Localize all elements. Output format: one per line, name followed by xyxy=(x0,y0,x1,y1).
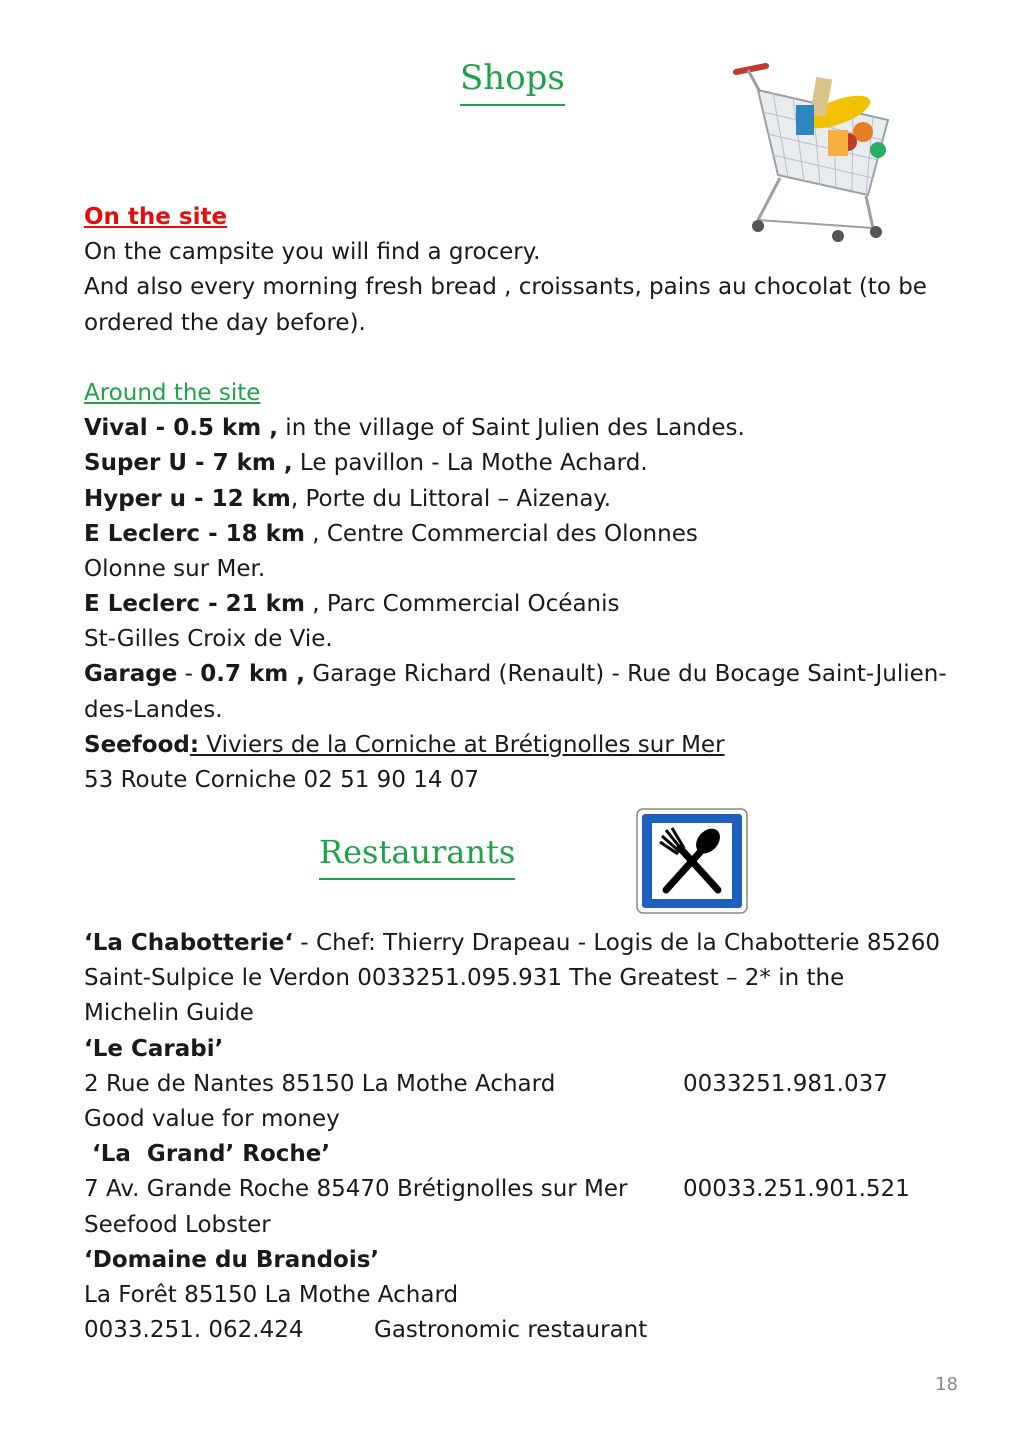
garage-entry: Garage - 0.7 km , Garage Richard (Renault) - Rue du Bocage Saint-Julien- xyxy=(84,661,947,688)
shop-entry: Olonne sur Mer. xyxy=(84,555,266,582)
restaurant-entry: ‘La Chabotterie‘ - Chef: Thierry Drapeau - Logis de la Chabotterie 85260 xyxy=(84,930,941,956)
shop-entry: E Leclerc - 21 km , Parc Commercial Océanis xyxy=(84,591,620,618)
seafood-entry: Seefood: Viviers de la Corniche at Brétignolles sur Mer xyxy=(84,731,725,758)
shop-entry: Hyper u - 12 km, Porte du Littoral – Aizenay. xyxy=(84,485,612,512)
shop-entry: E Leclerc - 18 km , Centre Commercial des Olonnes xyxy=(84,520,698,547)
restaurant-address-line: 7 Av. Grande Roche 85470 Brétignolles sur Mer 00033.251.901.521 xyxy=(84,1176,910,1203)
restaurant-address-line: La Forêt 85150 La Mothe Achard xyxy=(84,1281,459,1308)
restaurants-title: Restaurants xyxy=(319,830,515,880)
shop-entry: Vival - 0.5 km , in the village of Saint Julien des Landes. xyxy=(84,415,745,442)
seafood-entry-line-2: 53 Route Corniche 02 51 90 14 07 xyxy=(84,767,480,793)
restaurants-section xyxy=(84,926,964,1348)
restaurant-name: ‘Le Carabi’ xyxy=(84,1035,224,1062)
on-site-line-1: On the campsite you will find a grocery. xyxy=(84,239,541,266)
page-number: 18 xyxy=(935,1374,958,1395)
restaurant-sign-icon xyxy=(636,808,748,914)
shop-entry: St-Gilles Croix de Vie. xyxy=(84,626,333,653)
restaurant-name: ‘La Grand’ Roche’ xyxy=(84,1141,331,1168)
restaurant-name: ‘Domaine du Brandois’ xyxy=(84,1246,380,1273)
shop-entry: Super U - 7 km , Le pavillon - La Mothe Achard. xyxy=(84,450,648,477)
restaurant-line: Michelin Guide xyxy=(84,1000,254,1027)
around-site-heading: Around the site xyxy=(84,379,261,406)
restaurant-note: Good value for money xyxy=(84,1105,340,1132)
on-site-heading: On the site xyxy=(84,204,228,230)
on-site-line-3: ordered the day before). xyxy=(84,309,366,336)
garage-entry-line-2: des-Landes. xyxy=(84,696,223,723)
restaurant-address-line: 2 Rue de Nantes 85150 La Mothe Achard 0033251.981.037 xyxy=(84,1070,888,1097)
restaurant-line: Saint-Sulpice le Verdon 0033251.095.931 The Greatest – 2* in the xyxy=(84,965,845,992)
on-site-line-2: And also every morning fresh bread , croissants, pains au chocolat (to be xyxy=(84,274,927,301)
restaurant-note: Seefood Lobster xyxy=(84,1211,271,1238)
shops-title: Shops xyxy=(460,56,565,106)
shops-section xyxy=(84,200,964,798)
restaurant-phone-line: 0033.251. 062.424 Gastronomic restaurant xyxy=(84,1317,648,1344)
